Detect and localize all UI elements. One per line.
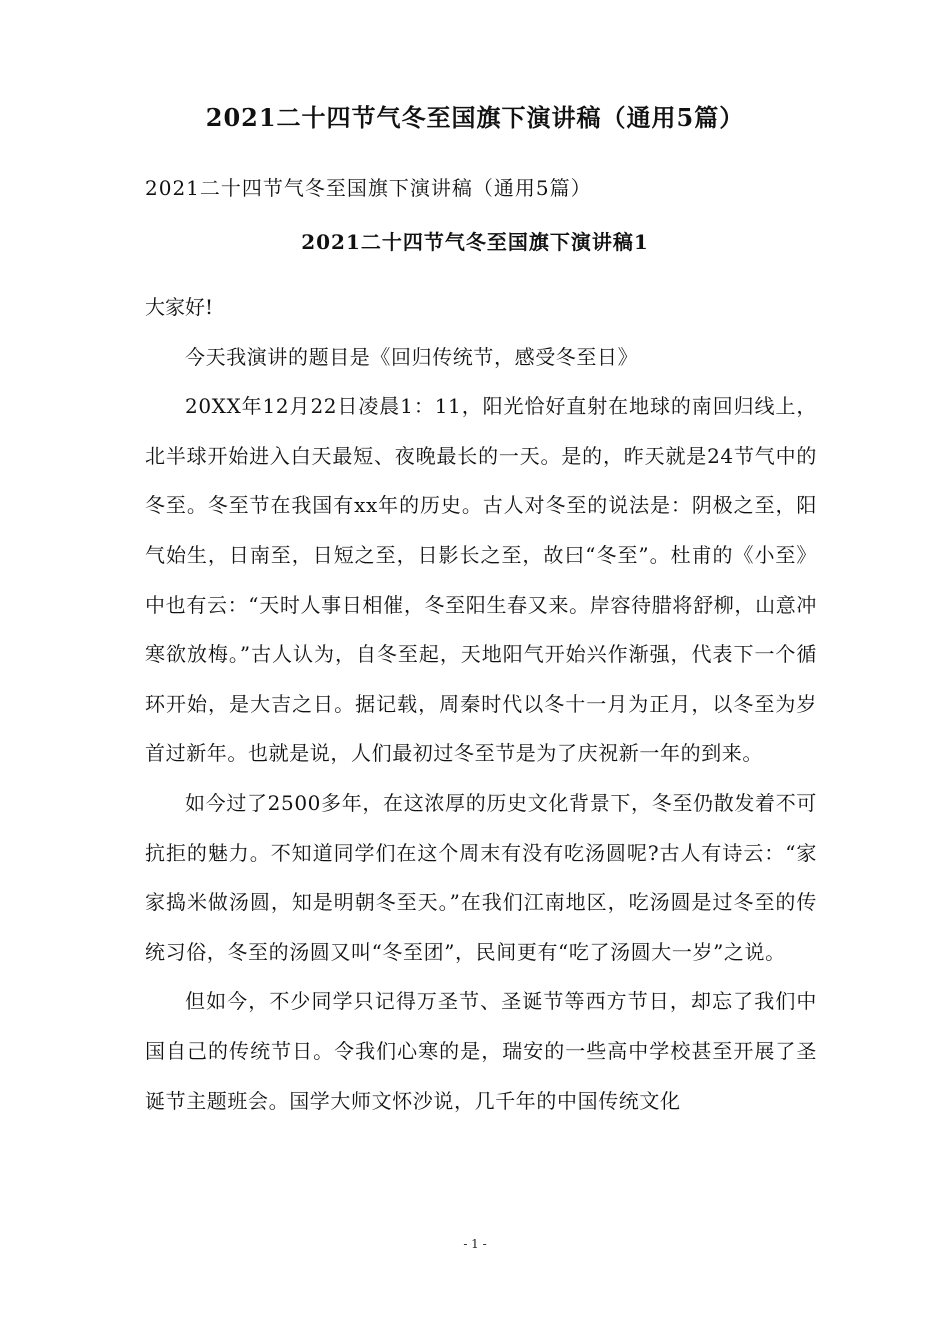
subtitle: 2021二十四节气冬至国旗下演讲稿（通用5篇） [145, 176, 592, 200]
paragraph-topic: 今天我演讲的题目是《回归传统节，感受冬至日》 [185, 344, 639, 369]
page-number: - 1 - [463, 1237, 487, 1251]
paragraph-history: 20XX年12月22日凌晨1：11，阳光恰好直射在地球的南回归线上，北半球开始进入白天最短、夜晚最长的一天。是的，昨天就是24节气中的冬至。冬至节在我国有xx年的历史。古人对冬至的说法是：阴极之至，阳气始生，日南至，日短之至，日影长之至，故曰“冬至”。杜甫的《小至》中也有云：“天时人事日相催，冬至阳生春又来。岸容待腊将舒柳，山意冲寒欲放梅。”古人认为，自冬至起，天地阳气开始兴作渐强，代表下一个循环开始，是大吉之日。据记载，周秦时代以冬十一月为正月，以冬至为岁首过新年。也就是说，人们最初过冬至节是为了庆祝新一年的到来。 [145, 394, 817, 766]
main-title: 2021二十四节气冬至国旗下演讲稿（通用5篇） [205, 103, 745, 132]
section-title: 2021二十四节气冬至国旗下演讲稿1 [301, 230, 649, 254]
body-text [145, 283, 817, 1126]
paragraph-tangyuan: 如今过了2500多年，在这浓厚的历史文化背景下，冬至仍散发着不可抗拒的魅力。不知道同学们在这个周末有没有吃汤圆呢?古人有诗云：“家家捣米做汤圆，知是明朝冬至天。”在我们江南地区，吃汤圆是过冬至的传统习俗，冬至的汤圆又叫“冬至团”，民间更有“吃了汤圆大一岁”之说。 [145, 790, 817, 964]
paragraph-western-festivals: 但如今，不少同学只记得万圣节、圣诞节等西方节日，却忘了我们中国自己的传统节日。令我们心寒的是，瑞安的一些高中学校甚至开展了圣诞节主题班会。国学大师文怀沙说，几千年的中国传统文化 [145, 989, 817, 1113]
greeting: 大家好! [145, 295, 214, 319]
